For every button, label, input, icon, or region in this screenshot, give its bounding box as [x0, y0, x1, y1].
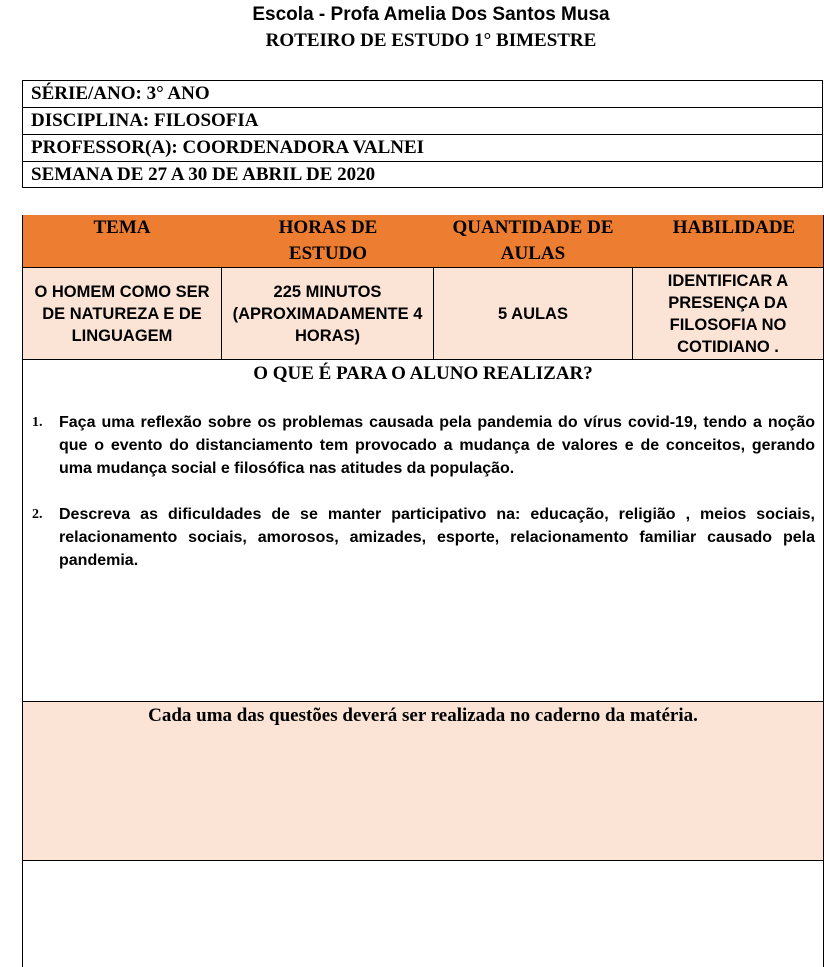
header-habilidade: HABILIDADE [672, 217, 796, 238]
table-header-row [23, 215, 823, 268]
header-horas: HORAS DE ESTUDO [278, 217, 378, 264]
note-section [23, 702, 823, 861]
cell-tema: O HOMEM COMO SER DE NATUREZA E DE LINGUAGEM [34, 282, 210, 345]
question-text: Descreva as dificuldades de se manter participativo na: educação, religião , meios sociais, relacionamento sociais, amorosos, amizades, esporte, relacionamento familiar causado pela pandemia. [59, 506, 815, 569]
note-text: Cada uma das questões deverá ser realizada no caderno da matéria. [148, 705, 698, 726]
disciplina-row: DISCIPLINA: FILOSOFIA [23, 108, 822, 135]
study-table [22, 215, 824, 967]
serie-row: SÉRIE/ANO: 3° ANO [23, 81, 822, 108]
question-item [32, 411, 815, 480]
school-name: Escola - Profa Amelia Dos Santos Musa [252, 4, 610, 25]
professor-row: PROFESSOR(A): COORDENADORA VALNEI [23, 135, 822, 162]
info-table [22, 80, 823, 188]
header-tema: TEMA [93, 217, 151, 238]
question-number: 2. [32, 507, 43, 522]
cell-habilidade: IDENTIFICAR A PRESENÇA DA FILOSOFIA NO COTIDIANO . [667, 271, 789, 356]
semana-row: SEMANA DE 27 A 30 DE ABRIL DE 2020 [31, 164, 376, 185]
cell-horas: 225 MINUTOS (APROXIMADAMENTE 4 HORAS) [232, 282, 423, 345]
task-section [23, 360, 823, 702]
cell-quantidade: 5 AULAS [498, 304, 568, 323]
empty-section [23, 861, 823, 967]
task-heading: O QUE É PARA O ALUNO REALIZAR? [253, 363, 593, 384]
question-text: Faça uma reflexão sobre os problemas causada pela pandemia do vírus covid-19, tendo a noção que o evento do distanciamento tem provocado a mudança de valores e de conceitos, gerando uma mudança social e filosófica nas atitudes da população. [59, 414, 815, 477]
document-title: ROTEIRO DE ESTUDO 1° BIMESTRE [265, 30, 597, 51]
header-quantidade: QUANTIDADE DE AULAS [452, 217, 614, 264]
question-item [32, 503, 815, 572]
table-data-row [23, 268, 823, 360]
question-number: 1. [32, 415, 43, 430]
